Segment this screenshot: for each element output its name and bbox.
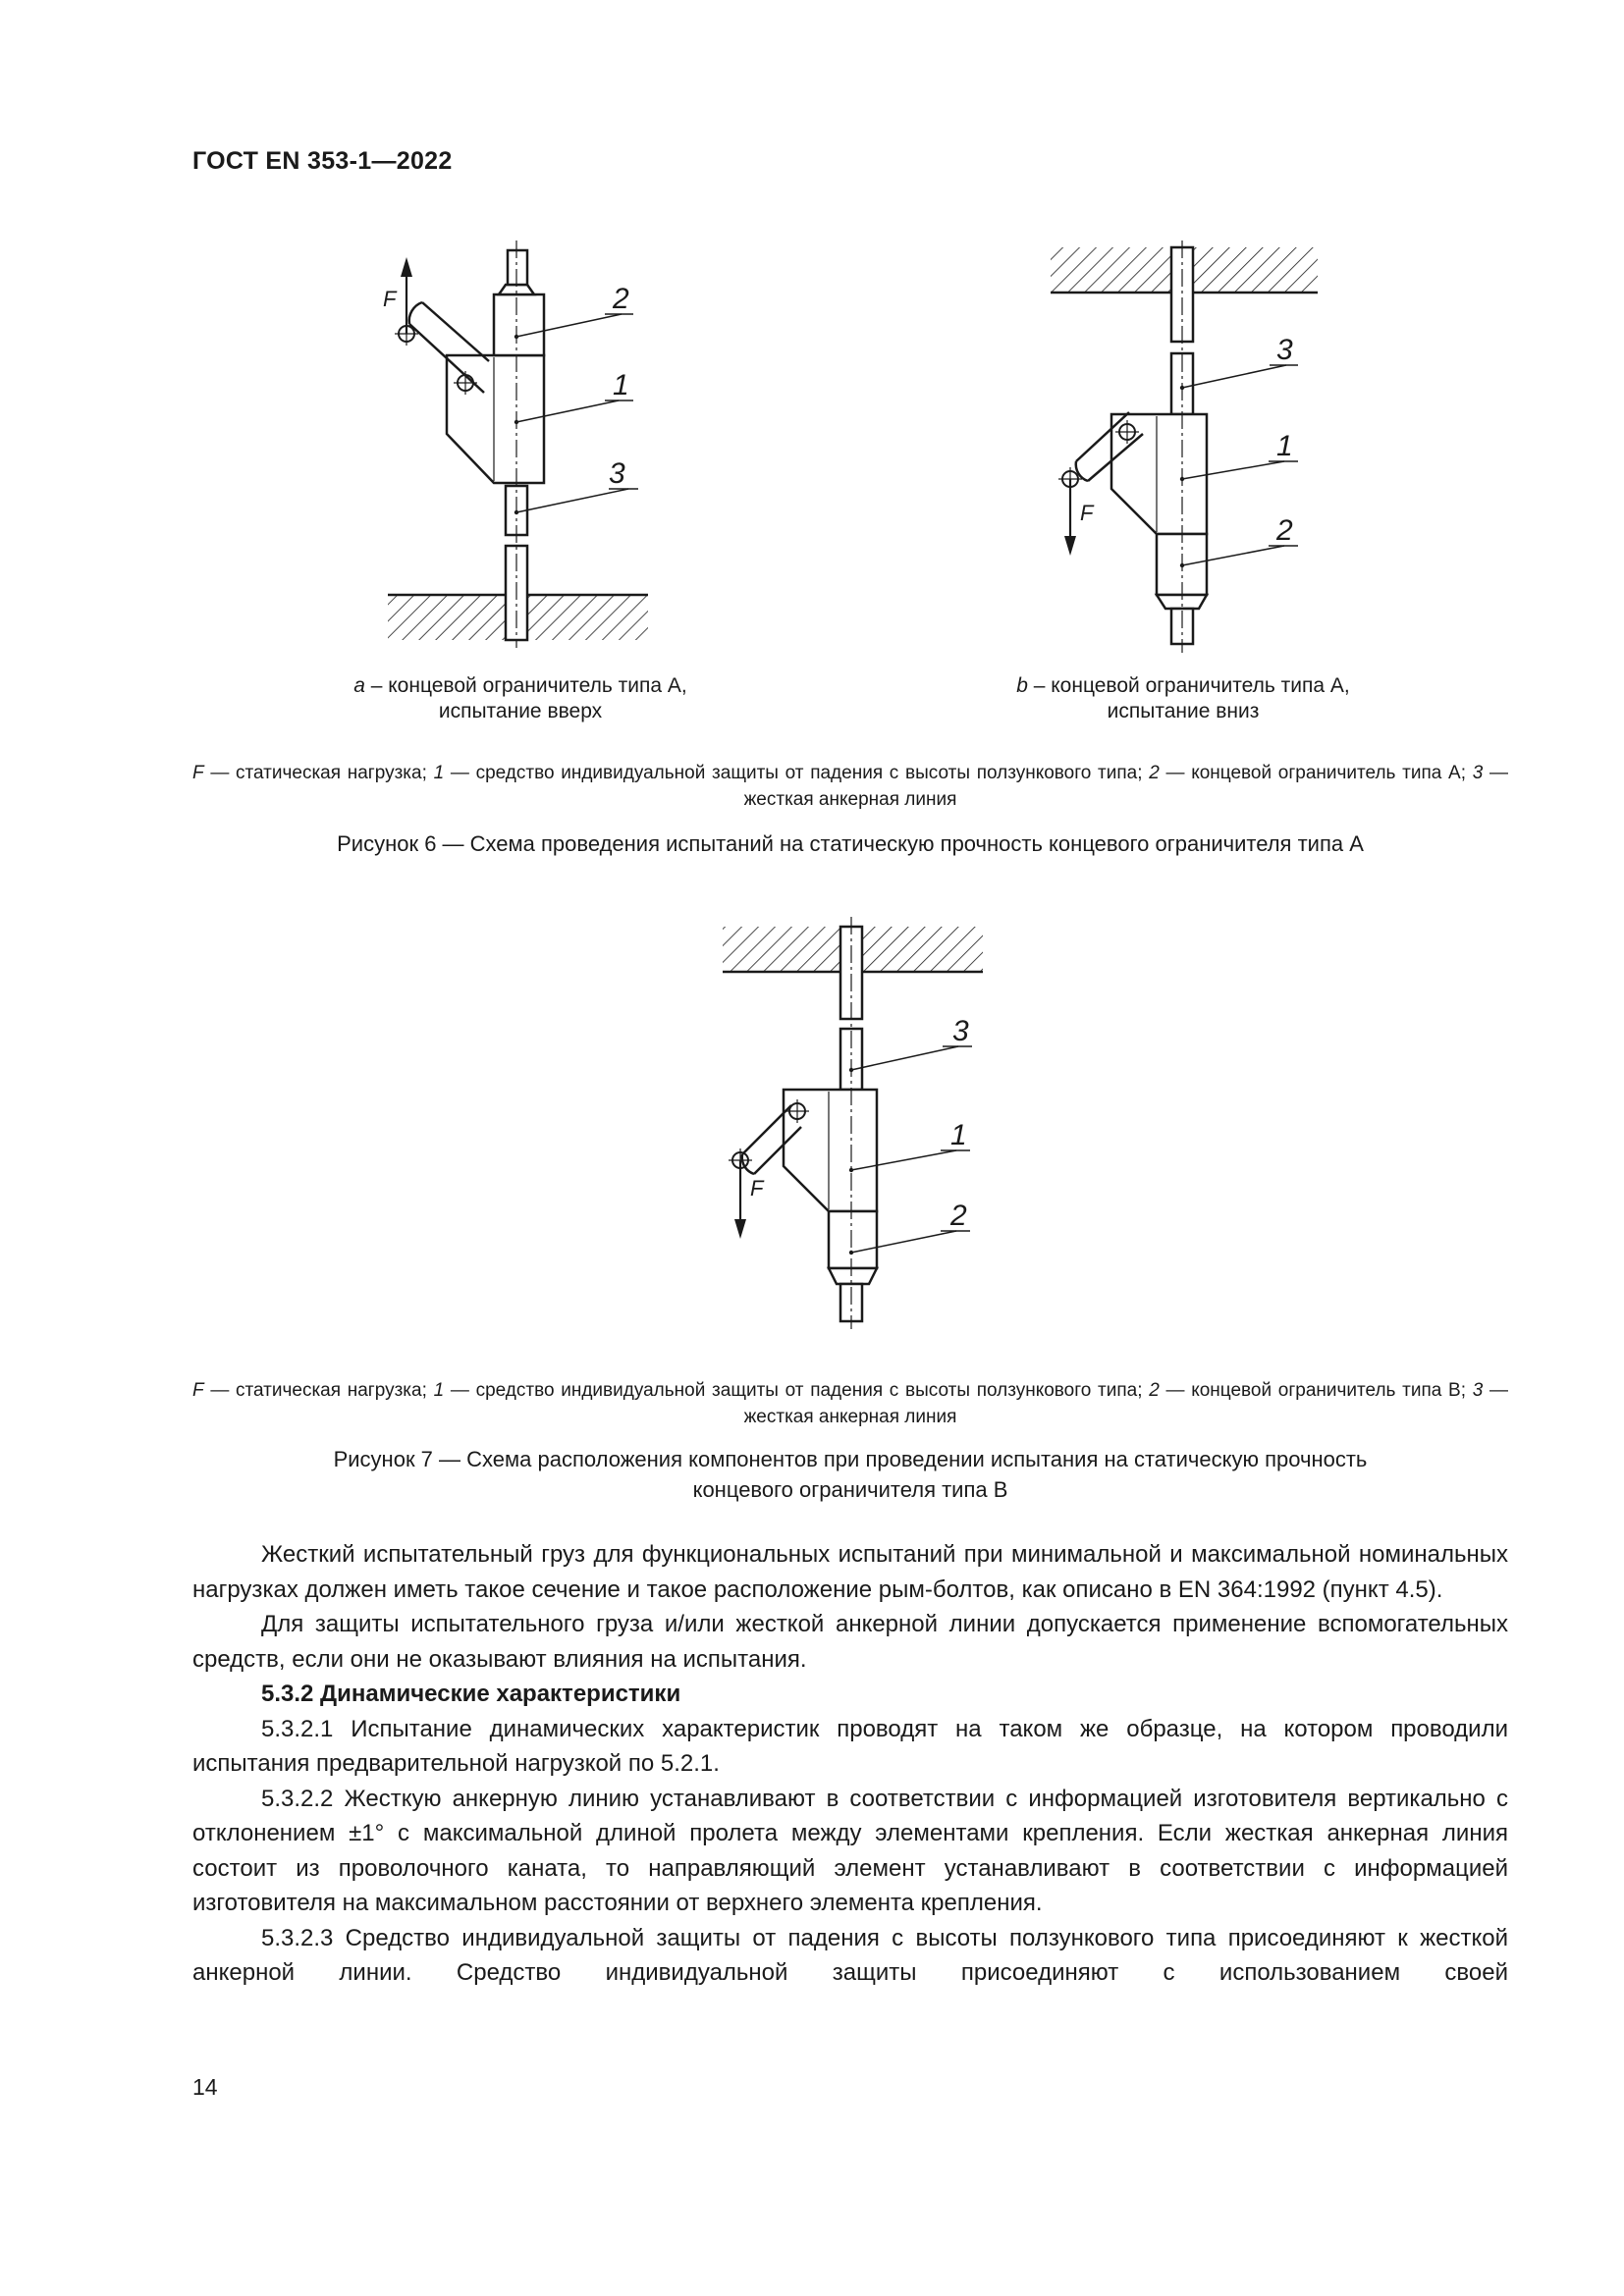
callout-3: 3 xyxy=(609,457,625,490)
paragraph: Жесткий испытательный груз для функциональных испытаний при минимальной и максимальной номинальных нагрузках должен иметь такое сечение и такое расположение рым-болтов, как описано в EN 364:1992 (пункт 4.5). xyxy=(192,1541,1508,1603)
legend-key: F xyxy=(192,763,204,783)
callout-2: 2 xyxy=(950,1200,967,1232)
end-stop xyxy=(494,294,544,355)
callout-1: 1 xyxy=(1276,430,1293,462)
subcaption-line2: испытание вниз xyxy=(1107,700,1260,722)
callout-1: 1 xyxy=(950,1119,967,1151)
subcaption-letter: b xyxy=(1016,674,1028,697)
figure-6a-diagram xyxy=(373,236,668,658)
figure-7-legend xyxy=(192,1377,1508,1430)
legend-text: — средство индивидуальной защиты от падения с высоты ползункового типа; xyxy=(444,1380,1150,1401)
page-number: 14 xyxy=(192,2074,218,2100)
figure-6-legend xyxy=(192,760,1508,813)
figure-6a-subcaption xyxy=(295,673,746,724)
paragraph: 5.3.2.1 Испытание динамических характеристик проводят на таком же образце, на котором проводили испытания предварительной нагрузкой по 5.2.1. xyxy=(192,1715,1508,1777)
section-heading: 5.3.2 Динамические характеристики xyxy=(261,1681,681,1707)
force-label: F xyxy=(1080,501,1094,525)
paragraph: Для защиты испытательного груза и/или жесткой анкерной линии допускается применение вспомогательных средств, если они не оказывают влияния на испытания. xyxy=(192,1611,1508,1673)
figure-6-caption: Рисунок 6 — Схема проведения испытаний на статическую прочность концевого ограничителя типа А xyxy=(337,831,1364,856)
legend-text: — концевой ограничитель типа А; xyxy=(1159,763,1473,783)
legend-text: — статическая нагрузка; xyxy=(203,763,434,783)
paragraph: 5.3.2.3 Средство индивидуальной защиты от падения с высоты ползункового типа присоединяют к жесткой анкерной линии. Средство индивидуальной защиты присоединяют с использованием своей xyxy=(192,1924,1508,1986)
callout-2: 2 xyxy=(1276,514,1293,547)
end-stop xyxy=(829,1211,877,1268)
subcaption-line1: – концевой ограничитель типа А, xyxy=(364,674,687,697)
caption-line2: концевого ограничителя типа В xyxy=(692,1477,1008,1502)
subcaption-letter: a xyxy=(353,674,365,697)
callout-2: 2 xyxy=(613,283,629,315)
subcaption-line2: испытание вверх xyxy=(438,700,603,722)
force-label: F xyxy=(750,1176,764,1201)
callout-3: 3 xyxy=(952,1015,969,1047)
caption-line1: Рисунок 7 — Схема расположения компонентов при проведении испытания на статическую прочность xyxy=(333,1447,1368,1471)
callout-1: 1 xyxy=(613,369,629,401)
legend-text: — жесткая анкерная линия xyxy=(743,763,1508,810)
force-label: F xyxy=(383,287,397,311)
figure-6b-subcaption xyxy=(957,673,1409,724)
legend-key: 3 xyxy=(1472,1380,1484,1401)
legend-key: 2 xyxy=(1149,763,1160,783)
body-text xyxy=(192,1537,1508,1991)
legend-key: 2 xyxy=(1149,1380,1160,1401)
callout-3: 3 xyxy=(1276,334,1293,366)
legend-text: — концевой ограничитель типа В; xyxy=(1159,1380,1473,1401)
legend-text: — средство индивидуальной защиты от падения с высоты ползункового типа; xyxy=(444,763,1150,783)
paragraph: 5.3.2.2 Жесткую анкерную линию устанавливают в соответствии с информацией изготовителя вертикально с отклонением ±1° с максимальной длиной пролета между элементами крепления. Если жесткая анкерная линия состоит из проволочного каната, то направляющий элемент устанавливают в соответствии с информацией изготовителя на максимальном расстоянии от верхнего элемента крепления. xyxy=(192,1785,1508,1916)
legend-text: — жесткая анкерная линия xyxy=(743,1380,1508,1427)
figure-6b-diagram xyxy=(1041,236,1335,658)
document-header: ГОСТ EN 353-1—2022 xyxy=(192,147,453,175)
subcaption-line1: – концевой ограничитель типа А, xyxy=(1027,674,1350,697)
legend-key: 1 xyxy=(433,763,445,783)
legend-key: 3 xyxy=(1472,763,1484,783)
legend-key: 1 xyxy=(433,1380,445,1401)
figure-7-caption xyxy=(192,1444,1508,1505)
legend-text: — статическая нагрузка; xyxy=(203,1380,434,1401)
legend-key: F xyxy=(192,1380,204,1401)
figure-7-diagram xyxy=(707,911,1001,1333)
